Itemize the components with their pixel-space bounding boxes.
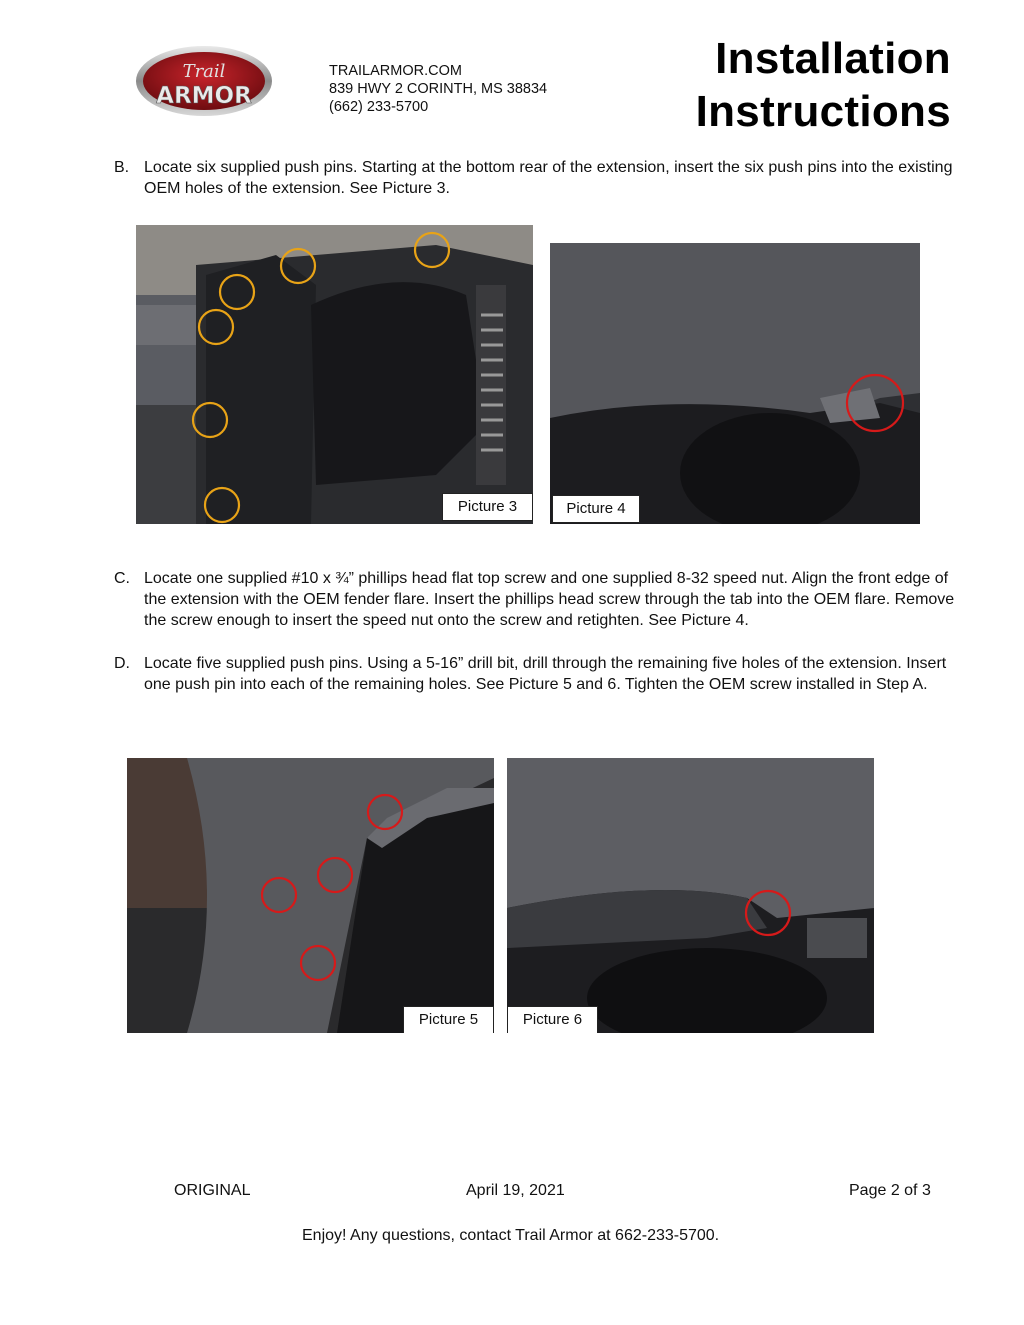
page-title [696, 32, 951, 138]
picture-3-caption: Picture 3 [442, 493, 533, 521]
company-address: 839 HWY 2 CORINTH, MS 38834 [329, 81, 548, 97]
company-contact [329, 62, 547, 116]
trail-armor-logo [135, 45, 273, 117]
title-line-2: Instructions [695, 87, 951, 136]
picture-6-photo [507, 758, 874, 1033]
screw-marker [847, 375, 903, 431]
picture-3-markers [193, 233, 449, 522]
drill-hole-marker [318, 858, 352, 892]
picture-5-caption: Picture 5 [403, 1006, 494, 1033]
step-letter: B. [114, 159, 130, 176]
picture-4-photo [550, 243, 920, 524]
push-pin-marker [193, 403, 227, 437]
step-letter: D. [114, 655, 130, 672]
push-pin-marker [415, 233, 449, 267]
step-text: Locate five supplied push pins. Using a 5-16” drill bit, drill through the remaining five holes of the extension. Insert one push pin into each of the remaining holes. See Picture 5 and 6. Tighten the OEM screw installed in Step A. [144, 655, 947, 693]
footer-contact-note: Enjoy! Any questions, contact Trail Armor at 662-233-5700. [302, 1227, 720, 1244]
company-phone: (662) 233-5700 [329, 99, 429, 115]
push-pin-marker [281, 249, 315, 283]
step-d [114, 653, 974, 695]
footer-status: ORIGINAL [174, 1182, 251, 1199]
step-text: Locate one supplied #10 x ¾” phillips head flat top screw and one supplied 8-32 speed nut. Align the front edge of the extension with the OEM fender flare. Insert the phillips head screw through the tab into the OEM flare. Remove the screw enough to insert the speed nut onto the screw and retighten. See Picture 4. [144, 570, 955, 629]
drill-hole-marker [746, 891, 790, 935]
step-text: Locate six supplied push pins. Starting at the bottom rear of the extension, insert the six push pins into the existing OEM holes of the extension. See Picture 3. [144, 159, 953, 197]
footer-page-number: Page 2 of 3 [849, 1182, 931, 1199]
svg-text:ARMOR: ARMOR [156, 83, 252, 109]
drill-hole-marker [368, 795, 402, 829]
picture-5-photo [127, 758, 494, 1033]
company-website[interactable]: TRAILARMOR.COM [329, 63, 462, 79]
picture-4-caption: Picture 4 [552, 495, 640, 523]
svg-text:Trail: Trail [182, 61, 226, 82]
picture-6-caption: Picture 6 [507, 1006, 598, 1033]
step-c [114, 568, 974, 631]
step-letter: C. [114, 570, 130, 587]
push-pin-marker [199, 310, 233, 344]
title-line-1: Installation [715, 34, 951, 83]
drill-hole-marker [262, 878, 296, 912]
push-pin-marker [205, 488, 239, 522]
picture-3-photo [136, 225, 533, 524]
drill-hole-marker [301, 946, 335, 980]
footer-date: April 19, 2021 [466, 1182, 565, 1199]
step-b [114, 157, 974, 199]
push-pin-marker [220, 275, 254, 309]
picture-5-markers [262, 795, 402, 980]
